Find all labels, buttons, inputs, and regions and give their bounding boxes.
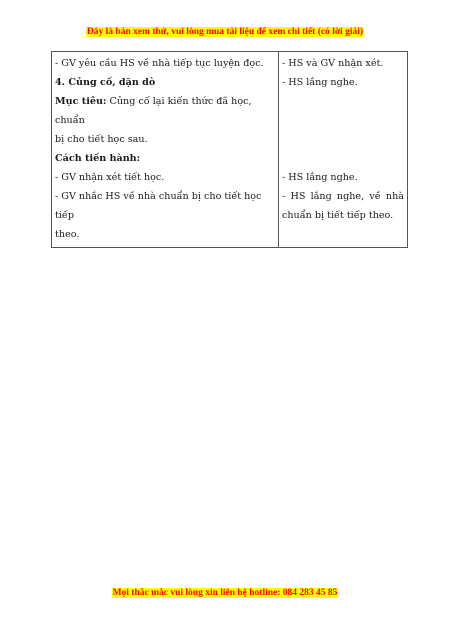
teacher-reminder-line: - GV nhắc HS về nhà chuẩn bị cho tiết học tiếp xyxy=(55,191,262,221)
header-banner-text: Đây là bản xem thử, vui lòng mua tài liệu để xem chi tiết (có lời giải) xyxy=(86,27,364,37)
teacher-line: - GV yêu cầu HS về nhà tiếp tục luyện đọc. xyxy=(55,58,264,69)
method-heading: Cách tiến hành: xyxy=(55,153,141,164)
student-activity-cell xyxy=(279,52,408,248)
lesson-table xyxy=(51,51,408,248)
objective-text: Củng cố lại kiến thức đã học, chuẩn xyxy=(55,96,252,126)
footer-banner xyxy=(0,588,450,598)
objective-label: Mục tiêu: xyxy=(55,96,107,107)
student-line: - HS lắng nghe. xyxy=(282,172,358,183)
student-line: - HS lắng nghe, về nhà xyxy=(282,191,404,202)
teacher-reminder-line-continued: theo. xyxy=(55,229,80,240)
student-line: - HS và GV nhận xét. xyxy=(282,58,384,69)
objective-paragraph xyxy=(55,92,275,130)
teacher-comment-line: - GV nhận xét tiết học. xyxy=(55,172,165,183)
teacher-activity-cell xyxy=(52,52,279,248)
header-banner xyxy=(0,27,450,37)
student-line-continued: chuẩn bị tiết tiếp theo. xyxy=(282,210,394,221)
table-row xyxy=(52,52,408,248)
objective-text-continued: bị cho tiết học sau. xyxy=(55,134,148,145)
section-heading: 4. Củng cố, dặn dò xyxy=(55,77,156,88)
footer-banner-text: Mọi thắc mắc vui lòng xin liên hệ hotline: 084 283 45 85 xyxy=(112,588,338,598)
spacer xyxy=(282,92,404,168)
student-line: - HS lắng nghe. xyxy=(282,77,358,88)
